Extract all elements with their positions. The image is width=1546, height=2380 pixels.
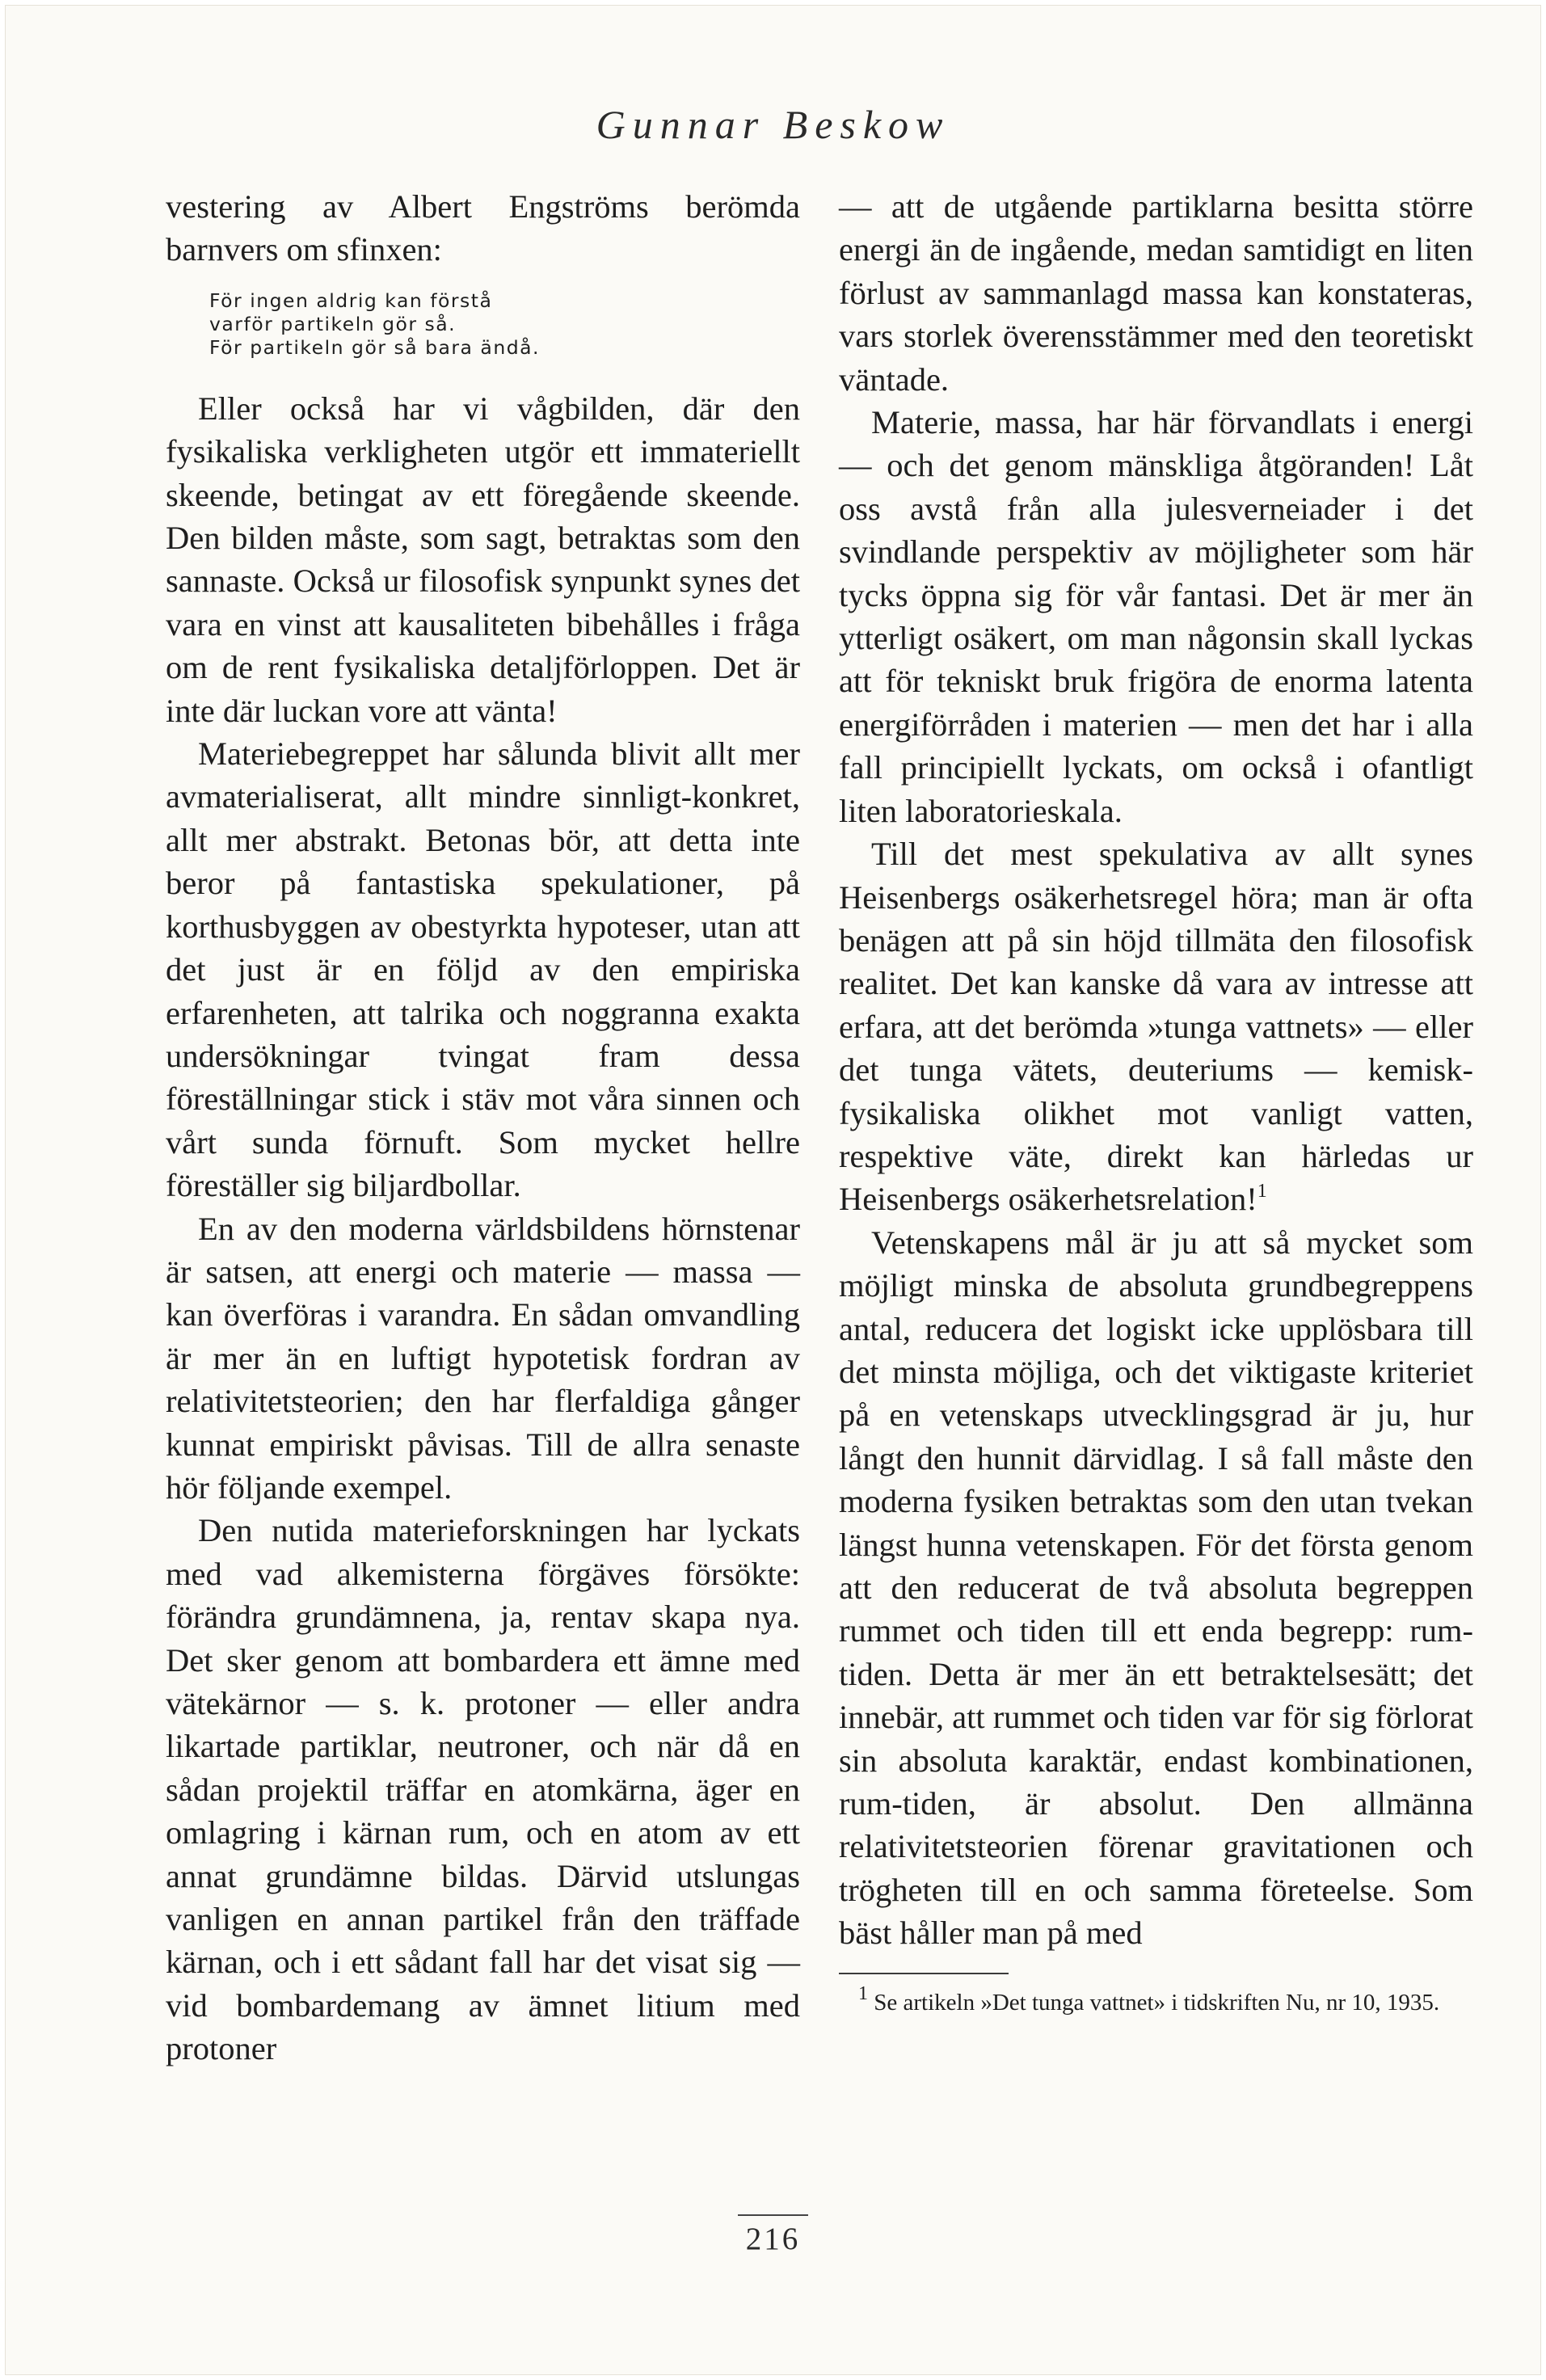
footnote-text: Se artikeln »Det tunga vattnet» i tidskriften Nu, nr 10, 1935.	[874, 1989, 1440, 2016]
paragraph: — att de utgående partiklarna besitta större energi än de ingående, medan samtidigt en liten förlust av sammanlagd massa kan konstateras, vars storlek överensstämmer med den teoretiskt väntade.	[839, 188, 1473, 398]
paragraph-text: Till det mest spekulativa av allt synes Heisenbergs osäkerhetsregel höra; man är ofta benägen att på sin höjd tillmäta den filosofisk realitet. Det kan kanske då vara av intresse att erfara, att det berömda »tunga vattnets» — eller det tunga vätets, deuteriums — kemisk-fysikaliska olikhet mot vanligt vatten, respektive väte, direkt kan härledas ur Heisenbergs osäkerhetsrelation!	[839, 836, 1473, 1218]
paragraph: En av den moderna världsbildens hörnstenar är satsen, att energi och materie — massa — kan överföras i varandra. En sådan omvandling är mer än en luftigt hypotetisk fordran av relativitetsteorien; den har flerfaldiga gånger kunnat empiriskt påvisas. Till de allra senaste hör följande exempel.	[166, 1210, 800, 1506]
footnote-reference: 1	[1257, 1180, 1267, 1202]
right-column	[839, 185, 1473, 2018]
left-column	[166, 185, 800, 2070]
page-number-text: 216	[738, 2214, 809, 2257]
page	[5, 5, 1541, 2375]
paragraph: Vetenskapens mål är ju att så mycket som möjligt minska de absoluta grundbegreppens antal, reducera det logiskt icke upplösbara till det minsta möjliga, och det viktigaste kriteriet på en vetenskaps utvecklingsgrad är ju, hur långt den hunnit därvidlag. I så fall måste den moderna fysiken betraktas som den utan tvekan längst hunna vetenskapen. För det första genom att den reducerat de två absoluta begreppen rummet och tiden till ett enda begrepp: rum-tiden. Detta är mer än ett betraktelsesätt; det innebär, att rummet och tiden var för sig förlorat sin absoluta karaktär, endast kombinationen, rum-tiden, är absolut. Den allmänna relativitetsteorien förenar gravitationen och trögheten till en och samma företeelse. Som bäst håller man på med	[839, 1224, 1473, 1952]
verse-line: För ingen aldrig kan förstå	[209, 289, 493, 312]
paragraph: Materie, massa, har här förvandlats i energi — och det genom mänskliga åtgöranden! Låt oss avstå från alla julesverneiader i det svindlande perspektiv av möjligheter som här tycks öppna sig för vår fantasi. Det är mer än ytterligt osäkert, om man någonsin skall lyckas att för tekniskt bruk frigöra de enorma latenta energiförråden i materien — men det har i alla fall principiellt lyckats, om också i ofantligt liten laboratorieskala.	[839, 404, 1473, 829]
running-head: Gunnar Beskow	[596, 102, 950, 147]
footnote-marker: 1	[858, 1983, 868, 2004]
verse-quote	[209, 289, 800, 360]
verse-line: varför partikeln gör så.	[209, 312, 457, 335]
verse-line: För partikeln gör så bara ändå.	[209, 335, 541, 359]
paragraph: Eller också har vi vågbilden, där den fysikaliska verkligheten utgör ett immateriellt skeende, betingat av ett föregående skeende. Den bilden måste, som sagt, betraktas som den sannaste. Också ur filosofisk synpunkt synes det vara en vinst att kausaliteten bibehålles i fråga om de rent fysikaliska detaljförloppen. Det är inte där luckan vore att vänta!	[166, 390, 800, 729]
paragraph	[839, 832, 1473, 1221]
paragraph: Materiebegreppet har sålunda blivit allt mer avmaterialiserat, allt mindre sinnligt-konkret, allt mer abstrakt. Betonas bör, att detta inte beror på fantastiska spekulationer, på korthusbyggen av obestyrkta hypoteser, utan att det just är en följd av den empiriska erfarenheten, att talrika och noggranna exakta undersökningar tvingat fram dessa föreställningar stick i stäv mot våra sinnen och vårt sunda förnuft. Som mycket hellre föreställer sig biljardbollar.	[166, 735, 800, 1204]
footnote	[839, 1983, 1473, 2018]
footnote-divider	[839, 1973, 1009, 1974]
paragraph: Den nutida materieforskningen har lyckats med vad alkemisterna förgäves försökte: förändra grundämnena, ja, rentav skapa nya. Det sker genom att bombardera ett ämne med vätekärnor — s. k. protoner — eller andra likartade partiklar, neutroner, och när då en sådan projektil träffar en atomkärna, äger en omlagring i kärnan rum, och en atom av ett annat grundämne bildas. Därvid utslungas vanligen en annan partikel från den träffade kärnan, och i ett sådant fall har det visat sig — vid bombardemang av ämnet litium med protoner	[166, 1512, 800, 2067]
page-number	[6, 2214, 1540, 2257]
paragraph: vestering av Albert Engströms berömda barnvers om sfinxen:	[166, 188, 800, 268]
